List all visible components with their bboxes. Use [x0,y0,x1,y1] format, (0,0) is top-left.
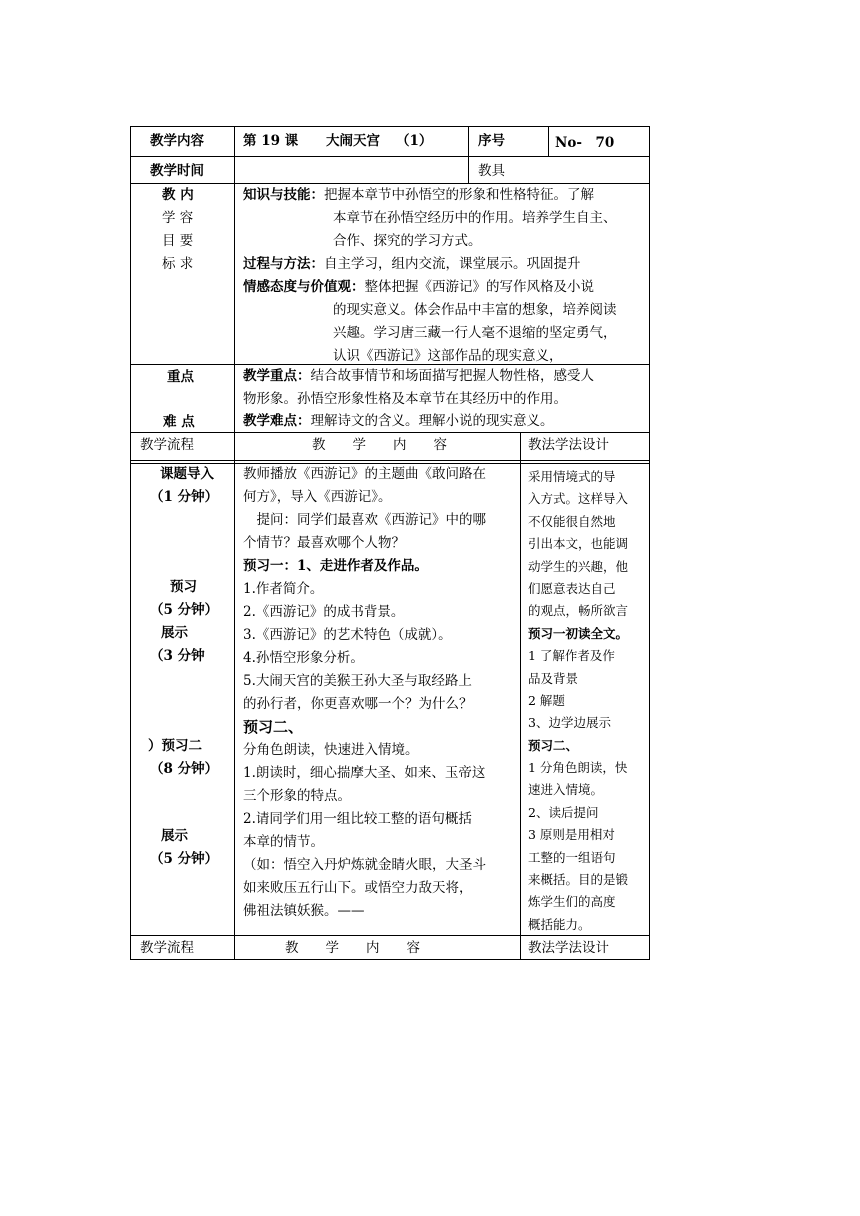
method-line: 们愿意表达自己 [528,580,616,596]
content-line: 个情节？最喜欢哪个人物？ [243,535,405,551]
serial-value: No- 70 [555,135,615,151]
knowledge-text: 把握本章节中孙悟空的形象和性格特征。了解 [324,187,594,203]
flow-footer-col2: 教 学 内 容 [285,940,420,956]
objectives-label-line: 目 要 [162,233,194,249]
key-line [243,365,643,388]
method-line: 品及背景 [528,670,579,686]
label-tools: 教具 [478,163,505,179]
stage-show2: 展示 [161,828,188,844]
stage-intro-time: （1 分钟） [150,489,219,505]
difficult-line [243,411,643,432]
emotion-line: 兴趣。学习唐三藏一行人毫不退缩的坚定勇气， [333,325,617,341]
knowledge-line: 本章节在孙悟空经历中的作用。培养学生自主、 [333,210,617,226]
emotion-line: 的现实意义。体会作品中丰富的想象，培养阅读 [333,302,617,318]
row-divider [130,156,650,157]
content-line: 预习二、 [243,718,304,736]
method-line: 的观点，畅所欲言 [528,603,629,619]
content-line: 何方》，导入《西游记》。 [243,489,392,505]
content-line: 2.《西游记》的成书背景。 [243,604,405,620]
emotion-text: 整体把握《西游记》的写作风格及小说 [364,279,594,295]
col-divider [234,432,235,960]
key-line: 物形象。孙悟空形象性格及本章节在其经历中的作用。 [243,391,567,407]
knowledge-label: 知识与技能： [243,187,324,203]
method-line: 3、边学边展示 [528,715,611,731]
content-line: 预习一：1、走进作者及作品。 [243,558,428,574]
knowledge-line [243,184,643,207]
objectives-label-line: 标 求 [162,256,194,272]
method-line: 3 原则是用相对 [528,827,615,843]
content-line: 本章的情节。 [243,834,324,850]
stage-show2-time: （5 分钟） [150,851,219,867]
stage-preview-time: （5 分钟） [150,602,219,618]
flow-footer-col3: 教法学法设计 [528,940,609,956]
method-line: 采用情境式的导 [528,469,616,484]
method-line: 预习一初读全文。 [528,625,629,641]
method-line: 1 分角色朗读，快 [528,760,628,776]
content-line: 三个形象的特点。 [243,788,351,804]
row-divider [130,460,650,461]
process-text: 自主学习，组内交流，课堂展示。巩固提升 [324,256,581,272]
method-line: 预习二、 [528,737,579,753]
content-line: 1.朗读时，细心揣摩大圣、如来、玉帝这 [243,765,486,781]
content-line: 4.孙悟空形象分析。 [243,650,364,666]
content-line: 分角色朗读，快速进入情境。 [243,742,419,758]
method-column [528,466,648,936]
content-line: 提问：同学们最喜欢《西游记》中的哪 [243,512,486,528]
method-line: 概括能力。 [528,916,591,932]
col-divider [234,126,235,433]
objectives-content [243,184,643,368]
difficult-text: 理解诗文的含义。理解小说的现实意义。 [310,413,554,429]
process-label: 过程与方法： [243,256,324,272]
knowledge-line: 合作、探究的学习方式。 [333,233,482,249]
col-divider [468,126,469,183]
method-line: 1 了解作者及作 [528,648,615,664]
key-label: 教学重点： [243,368,311,384]
label-content: 教学内容 [150,133,204,149]
col-divider [520,432,521,960]
method-line: 引出本文，也能调 [528,536,629,552]
method-line: 动学生的兴趣，他 [528,558,629,574]
process-line [243,253,643,276]
key-text: 结合故事情节和场面描写把握人物性格，感受人 [310,368,594,384]
keypoints-content [243,365,643,432]
flow-header-col1: 教学流程 [140,437,194,453]
stage-show: 展示 [161,625,188,641]
content-line: 2.请同学们用一组比较工整的语句概括 [243,811,472,827]
method-line: 2、读后提问 [528,804,599,820]
method-line: 入方式。这样导入 [528,491,629,507]
label-time: 教学时间 [150,163,204,179]
objectives-label [162,184,194,276]
lesson-number: 第 19 课 [243,133,299,149]
label-key: 重点 [167,369,194,385]
objectives-label-line: 学 容 [162,210,194,226]
content-line: 如来败压五行山下。或悟空力敌天将， [243,880,473,896]
label-serial: 序号 [478,133,505,149]
content-line: 佛祖法镇妖猴。—— [243,903,365,919]
flow-footer-col1: 教学流程 [140,940,194,956]
emotion-line [243,276,643,299]
content-line: 的孙行者，你更喜欢哪一个？为什么？ [243,696,473,712]
method-line: 速进入情境。 [528,782,604,798]
method-line: 不仅能很自然地 [528,513,616,529]
difficult-label: 教学难点： [243,413,311,429]
lesson-title: 大闹天宫 [326,133,380,149]
stage-preview2-time: （8 分钟） [150,761,219,777]
col-divider [548,126,549,156]
content-line: 5.大闹天宫的美猴王孙大圣与取经路上 [243,673,472,689]
emotion-line: 认识《西游记》这部作品的现实意义， [333,348,563,364]
method-line: 来概括。目的是锻 [528,872,629,888]
flow-header-col2: 教 学 内 容 [312,437,447,453]
objectives-label-line: 教 内 [162,187,194,203]
label-difficult: 难 点 [163,414,195,430]
stage-intro: 课题导入 [160,466,214,482]
content-line: 1.作者简介。 [243,581,324,597]
stage-show-time: （3 分钟 [150,648,205,664]
stage-preview2: ）预习二 [148,738,202,754]
content-line: 教师播放《西游记》的主题曲《敢问路在 [243,466,486,482]
method-line: 炼学生们的高度 [528,894,616,910]
method-line: 2 解题 [528,692,565,708]
lesson-part: （1） [396,133,433,149]
content-line: （如：悟空入丹炉炼就金睛火眼，大圣斗 [243,857,486,873]
content-line: 3.《西游记》的艺术特色（成就）。 [243,627,452,643]
method-line: 工整的一组语句 [528,849,616,865]
emotion-label: 情感态度与价值观： [243,279,365,295]
flow-header-col3: 教法学法设计 [528,437,609,453]
stage-preview: 预习 [170,579,197,595]
flow-content [243,463,518,923]
